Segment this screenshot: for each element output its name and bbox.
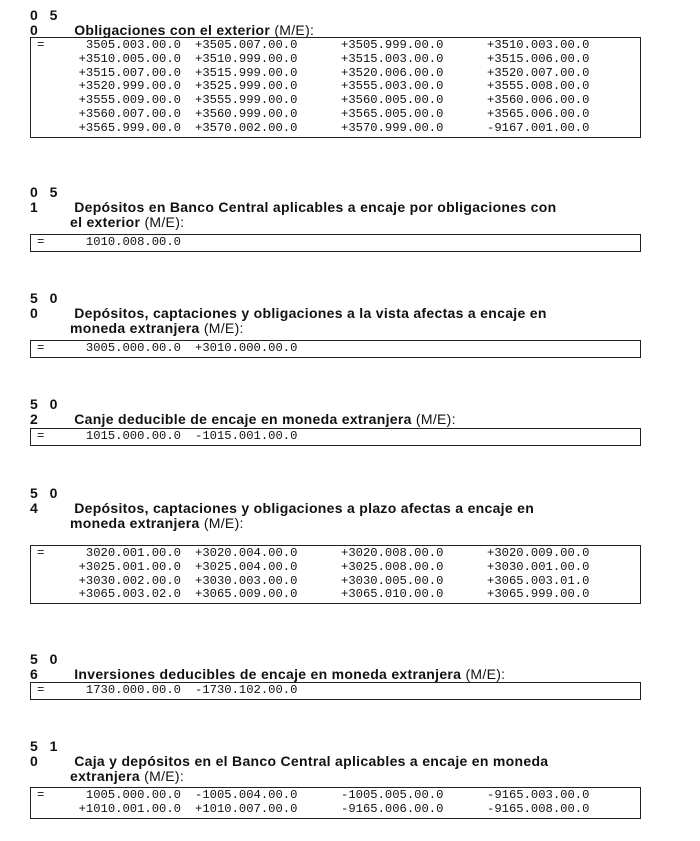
equals-sign [37,108,49,122]
account-code: -1005.004.00.0 [195,788,298,802]
equals-sign: = [37,788,45,802]
equals-sign [37,53,49,67]
account-code [341,430,487,444]
section-heading-500 [30,291,660,336]
account-code: +3505.999.00.0 [341,38,444,52]
account-code: +3560.999.00.0 [195,106,298,121]
account-code: 3505.003.00.0 [85,38,181,52]
equals-sign [37,588,49,602]
account-code: +3510.005.00.0 [78,51,181,66]
section-heading-502 [30,397,660,427]
formula-row [37,430,640,444]
formula-row [37,94,640,108]
account-code: +3065.010.00.0 [341,587,444,602]
section-title: Caja y depósitos en el Banco Central aplicables a encaje en moneda [74,753,549,769]
account-code: +3065.009.00.0 [195,587,298,602]
formula-box-506 [30,682,641,700]
account-code: +3560.006.00.0 [487,93,590,108]
account-code: 3005.000.00.0 [85,341,181,355]
account-code: +3020.008.00.0 [341,546,444,560]
formula-row [37,39,640,53]
account-code: +3025.004.00.0 [195,559,298,574]
formula-row [37,588,640,602]
formula-row [37,53,640,67]
section-title: Depósitos, captaciones y obligaciones a la vista afectas a encaje en [74,305,547,321]
section-code: 0 5 1 [30,184,62,215]
account-code: +3030.002.00.0 [78,573,181,588]
section-unit: (M/E): [144,768,185,784]
formula-row [37,789,640,803]
section-code: 5 0 6 [30,651,62,682]
section-code: 5 0 4 [30,485,62,516]
equals-sign [37,67,49,81]
account-code: +1010.001.00.0 [78,801,181,816]
equals-sign [37,561,49,575]
account-code: +3520.007.00.0 [487,65,590,80]
account-code: +3505.007.00.0 [195,38,298,52]
account-code [341,684,487,698]
formula-row [37,108,640,122]
formula-row [37,561,640,575]
account-code: +3065.999.00.0 [487,587,590,602]
equals-sign [37,575,49,589]
account-code: -1015.001.00.0 [195,429,298,443]
formula-box-504 [30,545,641,604]
account-code [487,342,633,356]
section-title: Depósitos en Banco Central aplicables a encaje por obligaciones con [74,199,557,215]
account-code: +3555.008.00.0 [487,79,590,94]
formula-row [37,342,640,356]
section-code: 0 5 0 [30,7,62,38]
account-code: -9165.006.00.0 [341,801,444,816]
equals-sign: = [37,429,45,443]
section-title-cont: el exterior [70,214,141,230]
account-code: +3030.001.00.0 [487,559,590,574]
section-code: 5 0 2 [30,396,62,427]
account-code: -9165.003.00.0 [487,788,590,802]
account-code [487,430,633,444]
section-title: Depósitos, captaciones y obligaciones a plazo afectas a encaje en [74,500,535,516]
account-code: 1010.008.00.0 [85,235,181,249]
account-code: 1015.000.00.0 [85,429,181,443]
formula-row [37,122,640,136]
equals-sign: = [37,683,45,697]
account-code: +3065.003.01.0 [487,573,590,588]
account-code: +3555.009.00.0 [78,93,181,108]
section-title-cont: moneda extranjera [70,515,200,531]
account-code [195,236,341,250]
equals-sign [37,80,49,94]
equals-sign [37,94,49,108]
equals-sign: = [37,38,45,52]
section-unit: (M/E): [465,666,506,682]
section-heading-504 [30,486,660,531]
account-code: +3515.999.00.0 [195,65,298,80]
account-code: +3025.001.00.0 [78,559,181,574]
account-code: +3510.999.00.0 [195,51,298,66]
formula-box-510 [30,787,641,819]
account-code: +3515.007.00.0 [78,65,181,80]
account-code: -1730.102.00.0 [195,683,298,697]
account-code: +3030.005.00.0 [341,573,444,588]
section-code: 5 1 0 [30,738,62,769]
account-code: +3560.005.00.0 [341,93,444,108]
account-code: +3510.003.00.0 [487,38,590,52]
account-code [487,684,633,698]
account-code: 1730.000.00.0 [85,683,181,697]
formula-row [37,547,640,561]
section-title: Inversiones deducibles de encaje en moneda extranjera [74,666,462,682]
formula-box-502 [30,428,641,446]
account-code: 3020.001.00.0 [85,546,181,560]
account-code: +3570.002.00.0 [195,120,298,135]
account-code: +3065.003.02.0 [78,587,181,602]
formula-box-050 [30,37,641,138]
formula-row [37,236,640,250]
formula-box-051 [30,234,641,252]
section-unit: (M/E): [274,22,315,38]
section-unit: (M/E): [144,214,185,230]
account-code: +3515.003.00.0 [341,51,444,66]
section-title-cont: moneda extranjera [70,320,200,336]
account-code: +3520.999.00.0 [78,79,181,94]
account-code: +3555.003.00.0 [341,79,444,94]
equals-sign: = [37,341,45,355]
formula-row [37,803,640,817]
formula-row [37,67,640,81]
account-code: +3025.008.00.0 [341,559,444,574]
account-code: +3520.006.00.0 [341,65,444,80]
formula-row [37,684,640,698]
account-code: 1005.000.00.0 [85,788,181,802]
account-code: +3515.006.00.0 [487,51,590,66]
account-code: +1010.007.00.0 [195,801,298,816]
section-unit: (M/E): [203,515,244,531]
section-unit: (M/E): [203,320,244,336]
section-title: Obligaciones con el exterior [74,22,271,38]
account-code: +3525.999.00.0 [195,79,298,94]
formula-box-500 [30,340,641,358]
equals-sign [37,122,49,136]
account-code: -9165.008.00.0 [487,801,590,816]
account-code: +3010.000.00.0 [195,341,298,355]
account-code: +3565.006.00.0 [487,106,590,121]
account-code [487,236,633,250]
account-code [341,236,487,250]
account-code: +3570.999.00.0 [341,120,444,135]
section-heading-050 [30,8,660,38]
section-code: 5 0 0 [30,290,62,321]
account-code: +3560.007.00.0 [78,106,181,121]
formula-row [37,575,640,589]
equals-sign [37,803,49,817]
account-code: +3565.005.00.0 [341,106,444,121]
account-code: +3020.009.00.0 [487,546,590,560]
section-heading-051 [30,185,660,230]
account-code: -9167.001.00.0 [487,120,590,135]
section-title: Canje deducible de encaje en moneda extranjera [74,411,412,427]
equals-sign: = [37,546,45,560]
account-code: +3555.999.00.0 [195,93,298,108]
section-unit: (M/E): [415,411,456,427]
equals-sign: = [37,235,45,249]
account-code: -1005.005.00.0 [341,788,444,802]
section-heading-506 [30,652,660,682]
account-code: +3565.999.00.0 [78,120,181,135]
section-title-cont: extranjera [70,768,140,784]
account-code: +3020.004.00.0 [195,546,298,560]
account-code [341,342,487,356]
formula-row [37,80,640,94]
section-heading-510 [30,739,660,784]
account-code: +3030.003.00.0 [195,573,298,588]
